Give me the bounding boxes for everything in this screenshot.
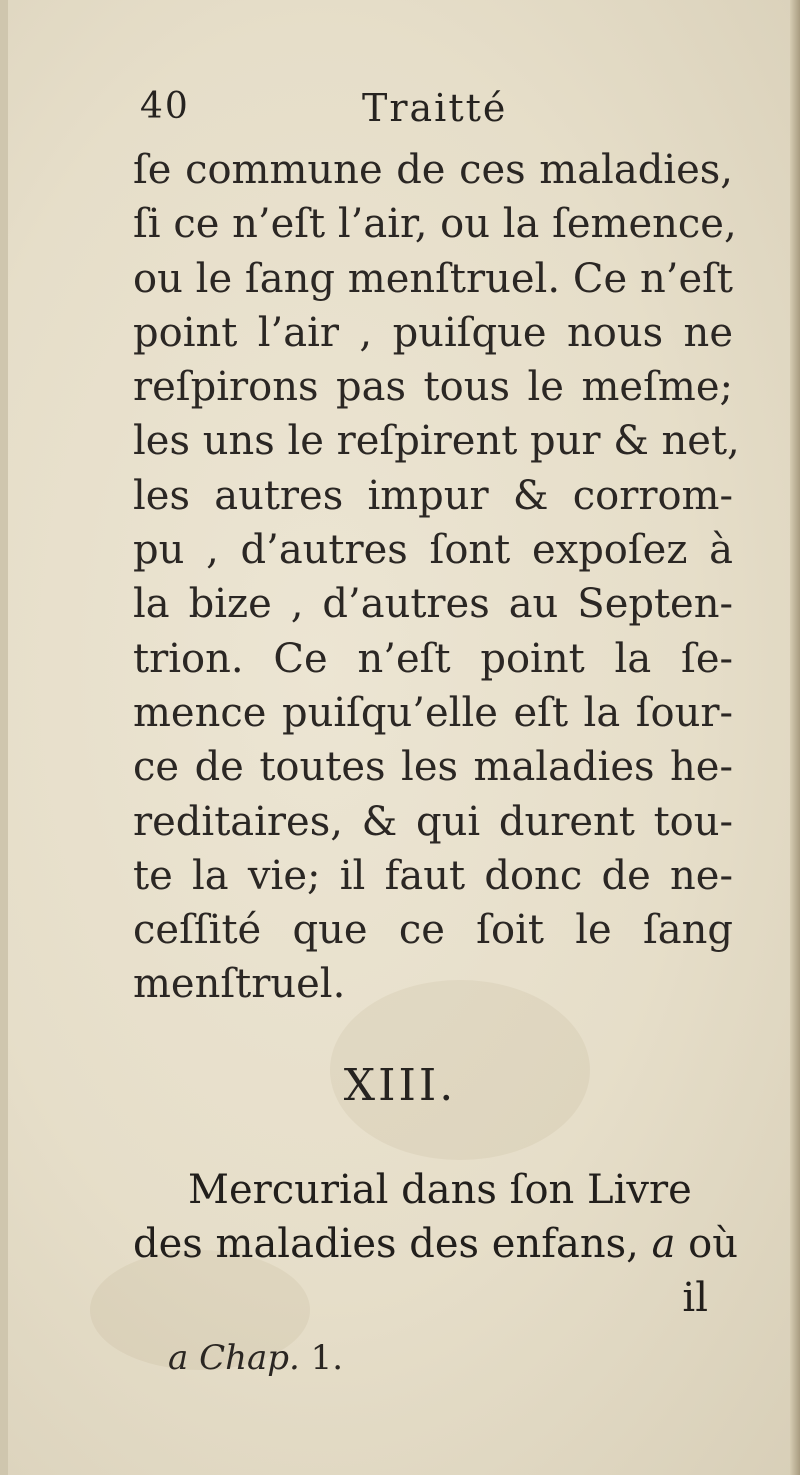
page-edge-left (0, 0, 8, 1475)
section-heading: XIII. (343, 1060, 457, 1111)
text-line: ſe commune de ces maladies, (133, 147, 733, 193)
text-line: reditaires, & qui durent tou- (133, 798, 733, 845)
footnote-number: 1. (310, 1338, 344, 1378)
page-edge-right (790, 0, 800, 1475)
text-line: ou le ſang menſtruel. Ce n’eſt (133, 255, 733, 302)
text-line: ce de toutes les maladies he- (133, 744, 733, 791)
text-line: les uns le reſpirent pur & net, (133, 418, 740, 465)
text-line: Mercurial dans ſon Livre (188, 1167, 692, 1213)
text-fragment: des maladies des enfans, (133, 1221, 639, 1267)
text-line: la bize , d’autres au Septen- (133, 581, 733, 628)
page-header (140, 86, 740, 136)
text-line: menſtruel. (133, 961, 346, 1008)
text-line: te la vie; il faut donc de ne- (133, 852, 733, 899)
main-paragraph (133, 143, 740, 1012)
text-fragment: où (688, 1221, 738, 1267)
text-line: reſpirons pas tous le meſme; (133, 364, 733, 411)
text-line: ceſſité que ce ſoit le ſang (133, 907, 733, 954)
text-line: trion. Ce n’eſt point la ſe- (133, 635, 733, 682)
catchword: il (682, 1275, 708, 1321)
footnote-text: Chap. (199, 1338, 300, 1378)
text-line: mence puiſqu’elle eſt la ſour- (133, 689, 733, 736)
section-paragraph (133, 1163, 738, 1325)
text-line: pu , d’autres ſont expoſez à (133, 527, 733, 574)
footnote (168, 1338, 343, 1378)
text-line (133, 1217, 738, 1271)
text-line: les autres impur & corrom- (133, 472, 733, 519)
running-head: Traitté (362, 86, 508, 130)
text-line: point l’air , puiſque nous ne (133, 309, 733, 356)
footnote-marker: a (651, 1221, 676, 1267)
page-number: 40 (140, 86, 190, 127)
footnote-marker: a (168, 1338, 189, 1378)
text-line: ſi ce n’eſt l’air, ou la ſemence, (133, 201, 737, 248)
